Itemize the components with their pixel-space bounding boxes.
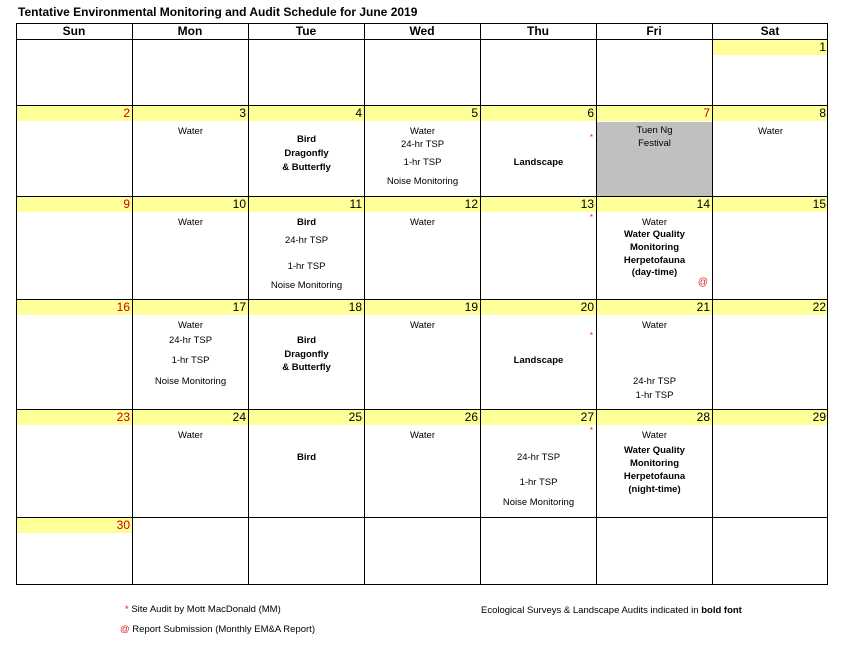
date-bar — [17, 197, 132, 212]
date-bar — [713, 40, 828, 55]
day-number: 21 — [696, 300, 710, 314]
day-number: 13 — [580, 197, 594, 211]
day-cell — [365, 197, 480, 299]
site-audit-marker: * — [589, 426, 593, 435]
schedule-entry: Water Quality — [624, 445, 685, 456]
site-audit-marker: * — [589, 133, 593, 142]
grid-line — [16, 39, 828, 40]
grid-line — [16, 23, 828, 24]
schedule-entry: 24-hr TSP — [284, 235, 329, 246]
day-cell — [713, 40, 828, 105]
day-cell — [133, 300, 248, 409]
schedule-entry: Landscape — [513, 355, 564, 366]
day-cell — [481, 410, 596, 517]
day-cell — [597, 197, 712, 299]
schedule-entry: Noise Monitoring — [154, 376, 227, 387]
day-number: 23 — [116, 410, 130, 424]
date-bar — [17, 300, 132, 315]
day-number: 10 — [232, 197, 246, 211]
day-number: 19 — [464, 300, 478, 314]
schedule-entry: 1-hr TSP — [519, 477, 558, 488]
day-number: 4 — [355, 106, 362, 120]
legend-site-audit — [125, 604, 281, 615]
day-number: 30 — [116, 518, 130, 532]
schedule-entry: Herpetofauna — [623, 471, 686, 482]
grid-line — [16, 23, 17, 585]
date-bar — [17, 410, 132, 425]
schedule-entry: Bird — [297, 134, 316, 145]
legend-site-audit-text: Site Audit by Mott MacDonald (MM) — [131, 604, 281, 615]
date-bar — [133, 106, 248, 121]
day-number: 14 — [696, 197, 710, 211]
legend-bold-note — [481, 605, 742, 616]
day-number: 24 — [232, 410, 246, 424]
day-number: 18 — [348, 300, 362, 314]
day-cell — [17, 106, 132, 196]
date-bar — [597, 106, 712, 121]
schedule-entry: Water — [178, 126, 203, 137]
day-cell — [17, 518, 132, 585]
day-cell — [133, 410, 248, 517]
calendar-grid — [16, 23, 828, 585]
schedule-entry: Monitoring — [629, 242, 680, 253]
grid-line — [596, 23, 597, 585]
schedule-entry: (day-time) — [631, 267, 678, 278]
date-bar — [17, 518, 132, 533]
legend-report-submission — [120, 624, 315, 635]
day-cell — [17, 300, 132, 409]
legend-bold-note-bold: bold font — [701, 605, 742, 616]
day-cell — [17, 410, 132, 517]
schedule-entry: Dragonfly — [284, 349, 329, 360]
day-cell — [713, 197, 828, 299]
day-number: 27 — [580, 410, 594, 424]
weekday-header-wed: Wed — [409, 24, 435, 38]
date-bar — [249, 106, 364, 121]
schedule-entry: Water — [178, 217, 203, 228]
schedule-entry: & Butterfly — [282, 162, 331, 173]
schedule-entry: Bird — [297, 335, 316, 346]
date-bar — [713, 300, 828, 315]
day-number: 6 — [587, 106, 594, 120]
day-number: 1 — [819, 40, 826, 54]
day-cell — [133, 106, 248, 196]
legend-report-submission-text: Report Submission (Monthly EM&A Report) — [132, 624, 315, 635]
day-cell — [713, 300, 828, 409]
date-bar — [17, 106, 132, 121]
day-cell — [249, 106, 364, 196]
page-title: Tentative Environmental Monitoring and Audit Schedule for June 2019 — [18, 5, 418, 19]
site-audit-marker: * — [589, 331, 593, 340]
grid-line — [16, 299, 828, 300]
date-bar — [481, 300, 596, 315]
weekday-header-tue: Tue — [295, 24, 317, 38]
schedule-entry: Dragonfly — [284, 148, 329, 159]
day-cell — [597, 106, 712, 196]
day-cell — [481, 300, 596, 409]
day-number: 2 — [123, 106, 130, 120]
day-number: 5 — [471, 106, 478, 120]
schedule-entry: Monitoring — [629, 458, 680, 469]
date-bar — [365, 197, 480, 212]
schedule-entry: 24-hr TSP — [400, 139, 445, 150]
weekday-header-mon: Mon — [177, 24, 203, 38]
day-number: 16 — [116, 300, 130, 314]
weekday-header-sun: Sun — [62, 24, 86, 38]
day-cell — [249, 300, 364, 409]
schedule-entry: 24-hr TSP — [168, 335, 213, 346]
grid-line — [712, 23, 713, 585]
day-cell — [17, 197, 132, 299]
day-number: 12 — [464, 197, 478, 211]
day-number: 15 — [812, 197, 826, 211]
day-number: 9 — [123, 197, 130, 211]
schedule-entry: Water — [758, 126, 783, 137]
schedule-entry: Landscape — [513, 157, 564, 168]
day-number: 8 — [819, 106, 826, 120]
schedule-entry: Noise Monitoring — [270, 280, 343, 291]
schedule-entry: Water — [410, 217, 435, 228]
schedule-entry: 1-hr TSP — [403, 157, 442, 168]
date-bar — [597, 410, 712, 425]
schedule-entry: Water — [642, 430, 667, 441]
schedule-entry: Water — [178, 430, 203, 441]
schedule-entry: Tuen Ng — [636, 125, 673, 136]
day-number: 3 — [239, 106, 246, 120]
schedule-entry: Bird — [297, 452, 316, 463]
day-cell — [597, 410, 712, 517]
day-number: 20 — [580, 300, 594, 314]
date-bar — [133, 410, 248, 425]
schedule-entry: Noise Monitoring — [502, 497, 575, 508]
day-number: 7 — [703, 106, 710, 120]
schedule-entry: Water — [642, 320, 667, 331]
schedule-entry: Herpetofauna — [623, 255, 686, 266]
schedule-entry: 1-hr TSP — [635, 390, 674, 401]
day-cell — [713, 106, 828, 196]
schedule-entry: 24-hr TSP — [632, 376, 677, 387]
day-number: 26 — [464, 410, 478, 424]
schedule-entry: 24-hr TSP — [516, 452, 561, 463]
date-bar — [365, 300, 480, 315]
site-audit-marker: * — [589, 213, 593, 222]
schedule-entry: 1-hr TSP — [171, 355, 210, 366]
day-cell — [597, 300, 712, 409]
schedule-entry: Noise Monitoring — [386, 176, 459, 187]
schedule-entry: Water Quality — [624, 229, 685, 240]
grid-line — [16, 196, 828, 197]
day-cell — [249, 410, 364, 517]
day-number: 29 — [812, 410, 826, 424]
grid-line — [16, 584, 828, 585]
grid-line — [16, 517, 828, 518]
report-submission-marker: @ — [120, 624, 130, 635]
day-cell — [133, 197, 248, 299]
date-bar — [249, 300, 364, 315]
schedule-entry: Water — [410, 320, 435, 331]
date-bar — [481, 106, 596, 121]
schedule-entry: Water — [410, 126, 435, 137]
grid-line — [16, 105, 828, 106]
schedule-entry: Bird — [297, 217, 316, 228]
date-bar — [481, 410, 596, 425]
date-bar — [249, 197, 364, 212]
schedule-entry: Water — [410, 430, 435, 441]
grid-line — [827, 23, 828, 585]
schedule-entry: Festival — [638, 138, 671, 149]
weekday-header-fri: Fri — [646, 24, 662, 38]
date-bar — [365, 106, 480, 121]
day-number: 22 — [812, 300, 826, 314]
date-bar — [713, 197, 828, 212]
day-number: 28 — [696, 410, 710, 424]
date-bar — [133, 197, 248, 212]
day-cell — [481, 106, 596, 196]
schedule-entry: Water — [178, 320, 203, 331]
date-bar — [597, 197, 712, 212]
date-bar — [597, 300, 712, 315]
date-bar — [481, 197, 596, 212]
date-bar — [713, 410, 828, 425]
grid-line — [132, 23, 133, 585]
day-cell — [481, 197, 596, 299]
schedule-entry: (night-time) — [628, 484, 681, 495]
grid-line — [364, 23, 365, 585]
date-bar — [365, 410, 480, 425]
weekday-header-sat: Sat — [760, 24, 780, 38]
day-cell — [713, 410, 828, 517]
legend-bold-note-text: Ecological Surveys & Landscape Audits indicated in — [481, 605, 699, 616]
day-cell — [365, 410, 480, 517]
grid-line — [480, 23, 481, 585]
weekday-header-thu: Thu — [527, 24, 549, 38]
schedule-entry: 1-hr TSP — [287, 261, 326, 272]
day-cell — [365, 106, 480, 196]
date-bar — [133, 300, 248, 315]
day-number: 25 — [348, 410, 362, 424]
date-bar — [713, 106, 828, 121]
date-bar — [249, 410, 364, 425]
grid-line — [248, 23, 249, 585]
day-number: 17 — [232, 300, 246, 314]
day-cell — [249, 197, 364, 299]
report-submission-marker: @ — [697, 277, 708, 288]
day-cell — [365, 300, 480, 409]
schedule-entry: & Butterfly — [282, 362, 331, 373]
schedule-entry: Water — [642, 217, 667, 228]
site-audit-marker: * — [125, 604, 129, 615]
day-number: 11 — [349, 197, 362, 211]
grid-line — [16, 409, 828, 410]
